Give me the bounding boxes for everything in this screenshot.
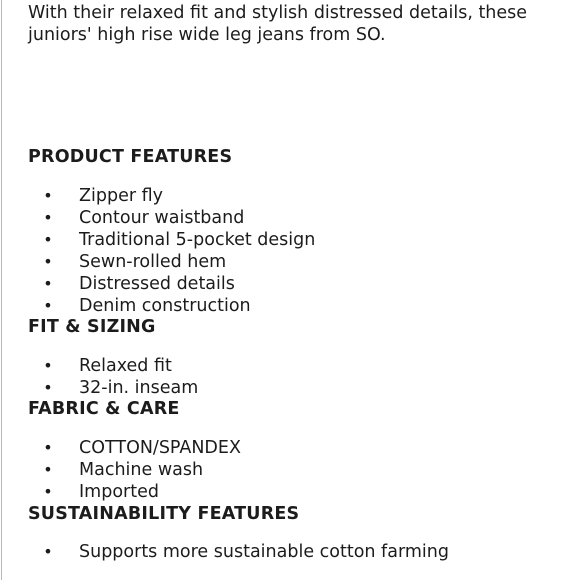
left-border: [1, 0, 2, 580]
list-item: [28, 377, 198, 399]
list-item-label: Distressed details: [79, 274, 235, 294]
bullet-icon: •: [43, 186, 53, 205]
fabric-care-list: [28, 437, 241, 503]
list-item-label: Machine wash: [79, 460, 204, 480]
list-item-label: Contour waistband: [79, 208, 245, 228]
bullet-icon: •: [43, 274, 53, 293]
sustainability-features-list: [28, 541, 449, 563]
list-item: [28, 355, 198, 377]
list-item: [28, 207, 315, 229]
list-item: [28, 251, 315, 273]
list-item-label: 32-in. inseam: [79, 378, 199, 398]
section-heading-fabric-care: FABRIC & CARE: [28, 399, 180, 419]
bullet-icon: •: [43, 296, 53, 315]
product-description: With their relaxed fit and stylish distressed details, these juniors' high rise wide leg jeans from SO.: [28, 3, 528, 45]
bullet-icon: •: [43, 378, 53, 397]
list-item: [28, 229, 315, 251]
list-item-label: Denim construction: [79, 296, 251, 316]
bullet-icon: •: [43, 542, 53, 561]
list-item-label: Sewn-rolled hem: [79, 252, 227, 272]
list-item-label: Relaxed fit: [79, 356, 172, 376]
product-features-list: [28, 185, 315, 317]
list-item: [28, 437, 241, 459]
list-item-label: Supports more sustainable cotton farming: [79, 542, 449, 562]
list-item: [28, 481, 241, 503]
list-item-label: Imported: [79, 482, 159, 502]
section-heading-sustainability-features: SUSTAINABILITY FEATURES: [28, 504, 300, 524]
list-item-label: COTTON/SPANDEX: [79, 438, 241, 458]
bullet-icon: •: [43, 438, 53, 457]
bullet-icon: •: [43, 230, 53, 249]
bullet-icon: •: [43, 356, 53, 375]
list-item: [28, 273, 315, 295]
list-item: [28, 541, 449, 563]
section-heading-product-features: PRODUCT FEATURES: [28, 147, 233, 167]
bullet-icon: •: [43, 482, 53, 501]
bullet-icon: •: [43, 208, 53, 227]
bullet-icon: •: [43, 252, 53, 271]
list-item: [28, 185, 315, 207]
bullet-icon: •: [43, 460, 53, 479]
list-item-label: Traditional 5-pocket design: [79, 230, 316, 250]
list-item: [28, 459, 241, 481]
section-heading-fit-sizing: FIT & SIZING: [28, 317, 156, 337]
list-item: [28, 295, 315, 317]
fit-sizing-list: [28, 355, 198, 399]
list-item-label: Zipper fly: [79, 186, 163, 206]
